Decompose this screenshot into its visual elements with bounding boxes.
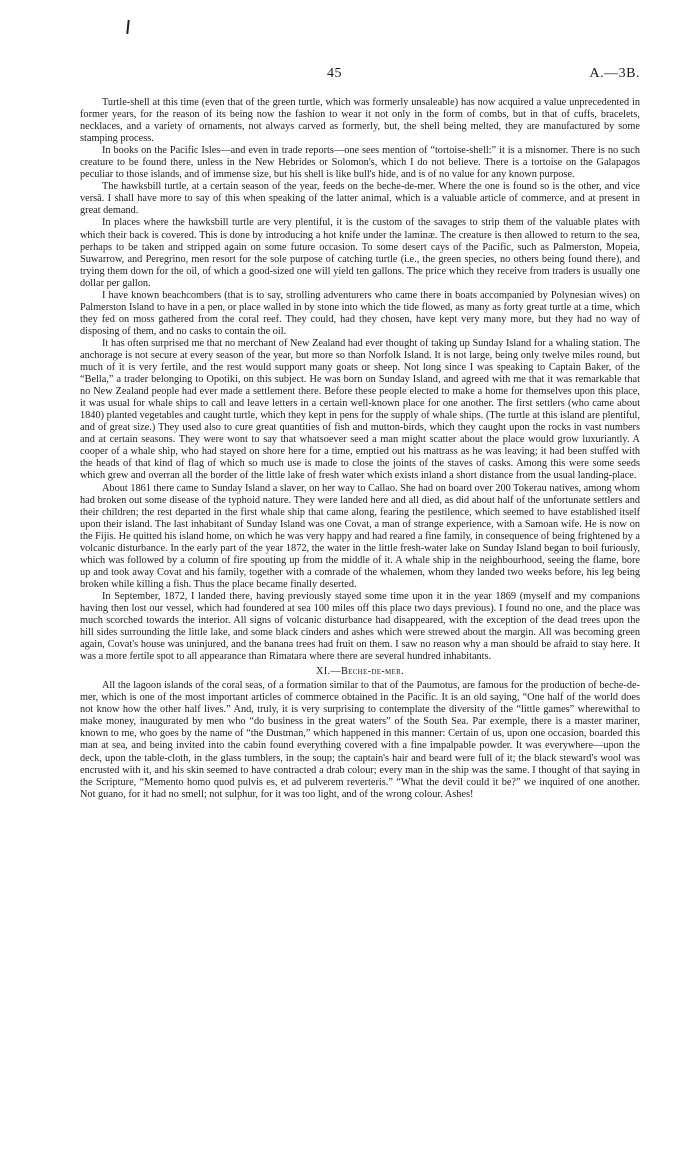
paragraph: It has often surprised me that no merchant of New Zealand had ever thought of taking up Sunday Island for a whaling station. The anchorage is not secure at every season of the year, but more so than Norfolk Island. It is not large, being only twelve miles round, but much of it is very fertile, and the rest would support many goats or sheep. Not long since I was speaking to Captain Baker, of the “Bella,” a trader belonging to Opotiki, on this subject. He was born on Sunday Island, and agreed with me that it was remarkable that no New Zealand people had ever made a settlement there. Before these people elected to make a home for themselves upon this place, it was usual for whale ships to call and leave letters in a certain well-known place for one another. The first settlers (who came about 1840) planted vegetables and caught turtle, which they kept in pens for the supply of whale ships. (The turtle at this island are plentiful, and of great size.) They used also to cure great quantities of fish and mutton-birds, which they caught upon the rocks in vast numbers and at certain seasons. They were wont to say that whatsoever seed a man might scatter about the place would grow luxuriantly. A cooper of a whale ship, who had stayed on shore here for a time, emptied out his mattrass as he was leaving; it had been stuffed with the heads of that kind of flag of which so much use is made to close the joints of the staves of casks. Among this were some seeds which grew and overran all the border of the little lake of fresh water which exists inland a short distance from the usual landing-place. bbox=[80, 337, 640, 482]
page-margin-mark bbox=[126, 20, 129, 34]
paragraph: In books on the Pacific Isles—and even in trade reports—one sees mention of “tortoise-shell:” it is a misnomer. There is no such creature to be found there, unless in the New Hebrides or Solomon's, which I do not believe. There is a tortoise on the Galapagos peculiar to those islands, and of immense size, but his shell is like bull's hide, and is of no value for any known purpose. bbox=[80, 145, 640, 181]
paragraph: I have known beachcombers (that is to say, strolling adventurers who came there in boats accompanied by Polynesian wives) on Palmerston Island to have in a pen, or place walled in by stone into which the tide flowed, as many as forty great turtle at a time, which they fed on moss gathered from the coral reef. They could, had they chosen, have kept very many more, but they had no way of disposing of them, and no casks to contain the oil. bbox=[80, 289, 640, 337]
paragraph: In September, 1872, I landed there, having previously stayed some time upon it in the year 1869 (myself and my companions having then lost our vessel, which had foundered at sea 100 miles off this place two days previous). I found no one, and the place was much scorched towards the interior. All signs of volcanic disturbance had disappeared, with the exception of the dead trees upon the hill sides surrounding the little lake, and some black cinders and ashes which were strewed about the margin. All was becoming green again, Covat's house was uninjured, and the banana trees had fruit on them. I saw no reason why a man should be afraid to stay here. It was a more fertile spot to all appearance than Rimatara where there are several hundred inhabitants. bbox=[80, 590, 640, 663]
paragraph: In places where the hawksbill turtle are very plentiful, it is the custom of the savages to strip them of the valuable plates with which their back is covered. This is done by introducing a hot knife under the laminæ. The creature is then allowed to return to the sea, perhaps to be taken and stripped again on some future occasion. To some desert cays of the Pacific, such as Palmerston, Mopeia, Suwarrow, and Peregrino, men resort for the sole purpose of catching turtle (i.e., the green species, no others being found there), and trying them down for the oil, of which a good-sized one will yield ten gallons. The price which they receive from traders is usually one dollar per gallon. bbox=[80, 217, 640, 289]
section-number: XI.— bbox=[316, 666, 341, 678]
paragraph: About 1861 there came to Sunday Island a slaver, on her way to Callao. She had on board over 200 Tokerau natives, among whom had broken out some disease of the typhoid nature. They were landed here and all died, as did about half of the unfortunate settlers and their children; the rest departed in the first whale ship that came along, fearing the pestilence, which seemed to have established itself upon their island. The last inhabitant of Sunday Island was one Covat, a man of strange experience, with a Samoan wife. He is now on the Fijis. He quitted his island home, on which he was very happy and had reared a fine family, in consequence of being frightened by a volcanic disturbance. In the early part of the year 1872, the water in the little fresh-water lake on Sunday Island began to boil furiously, which was followed by a column of fire spouting up from the middle of it. A whale ship in the neighbourhood, seeing the flame, bore up and took away Covat and his family, together with a comrade of the whalemen, whom they landed two weeks before, his leg being broken while killing a fish. Thus the place became finally deserted. bbox=[80, 482, 640, 590]
paragraph: Turtle-shell at this time (even that of the green turtle, which was formerly unsaleable) has now acquired a value unprecedented in former years, for the reason of its being now the fashion to wear it not only in the form of combs, but in that of cuffs, bracelets, necklaces, and a variety of ornaments, not always carved as formerly, but, the shell being melted, they are manufactured by some stamping process. bbox=[80, 97, 640, 145]
section-title: Beche-de-mer. bbox=[340, 666, 404, 678]
page-number: 45 bbox=[327, 66, 342, 81]
section-heading bbox=[80, 666, 640, 678]
document-body bbox=[80, 97, 640, 801]
paragraph: All the lagoon islands of the coral seas, of a formation similar to that of the Paumotus, are famous for the production of beche-de-mer, which is one of the most important articles of commerce obtained in the Pacific. It is an old saying, “One half of the world does not know how the other half lives.” And, truly, it is very surprising to contemplate the diversity of the “little games” wherewithal to make money, inaugurated by men who “do business in the great waters” of the South Sea. Par exemple, there is a master mariner, known to me, who goes by the name of “the Dustman,” which happened in this manner: Certain of us, upon one occasion, boarded this man at sea, and being invited into the cabin found everything covered with a fine impalpable powder. It was everywhere—upon the deck, upon the table-cloth, in the glass tumblers, in the soup; the captain's hair and beard were full of it; the black steward's wool was encrusted with it, and his skin seemed to have contracted a drab colour; every man in the ship was the same. I thought of that saying in the Scripture, “Memento homo quod pulvis es, et ad pulverem reverteris.” “What the devil could it be?” we inquired of one another. Not guano, for it had no smell; not sulphur, for it was too light, and of the wrong colour. Ashes! bbox=[80, 680, 640, 800]
document-reference: A.—3B. bbox=[589, 66, 640, 81]
paragraph: The hawksbill turtle, at a certain season of the year, feeds on the beche-de-mer. Where the one is found so is the other, and vice versâ. I shall have more to say of this when speaking of the latter animal, which is a valuable article of commerce, and at present in great demand. bbox=[80, 181, 640, 217]
